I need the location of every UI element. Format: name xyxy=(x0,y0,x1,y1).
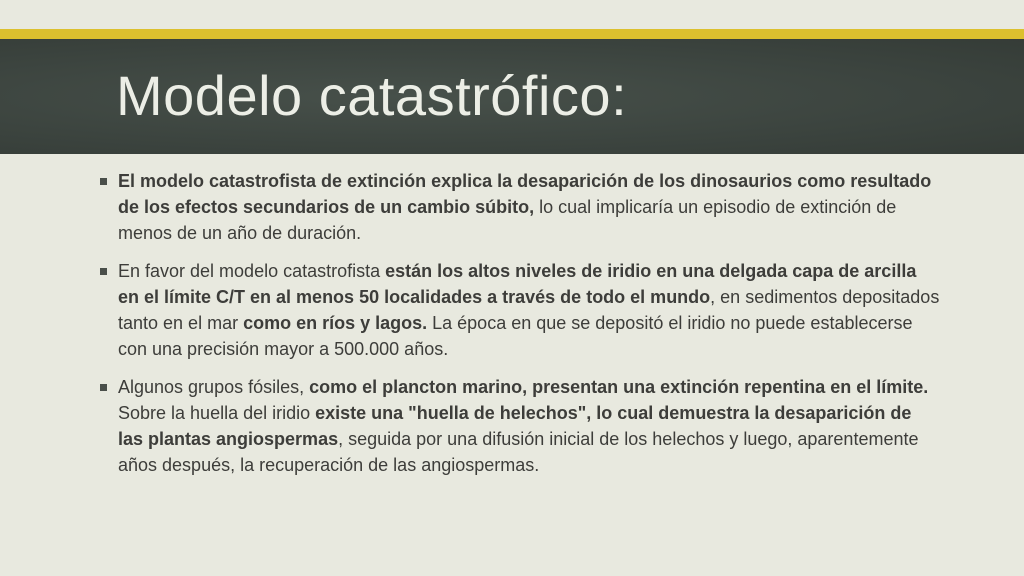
square-bullet-icon xyxy=(100,178,107,185)
bullet-segment: , seguida por una difusión inicial de los helechos y luego, aparentemente años después, la recuperación de las angiospermas. xyxy=(118,429,919,475)
bullet-segment: El modelo catastrofista de extinción explica la desaparición de los dinosaurios como resultado de los efectos secundarios de un cambio súbito, xyxy=(118,171,932,217)
bullet-segment: como el plancton marino, presentan una extinción repentina en el límite. xyxy=(309,377,929,397)
square-bullet-icon xyxy=(100,384,107,391)
bullet-segment: En favor del modelo catastrofista xyxy=(118,261,386,281)
bullet-item xyxy=(100,258,940,362)
slide-content xyxy=(100,168,940,490)
bullet-segment: Sobre la huella del iridio xyxy=(118,403,316,423)
bullet-segment: , en sedimentos depositados tanto en el mar xyxy=(118,287,940,333)
bullet-segment: como en ríos y lagos. xyxy=(243,313,428,333)
bullet-segment: lo cual implicaría un episodio de extinción de menos de un año de duración. xyxy=(118,197,897,243)
bullet-segment: La época en que se depositó el iridio no puede establecerse con una precisión mayor a 500.000 años. xyxy=(118,313,913,359)
accent-bar xyxy=(0,29,1024,39)
top-band xyxy=(0,0,1024,29)
square-bullet-icon xyxy=(100,268,107,275)
bullet-item xyxy=(100,168,940,246)
bullet-item xyxy=(100,374,940,478)
bullet-segment: están los altos niveles de iridio en una delgada capa de arcilla en el límite C/T en al menos 50 localidades a través de todo el mundo xyxy=(118,261,917,307)
bullet-text xyxy=(118,374,940,478)
bullet-text xyxy=(118,258,940,362)
bullet-segment: Algunos grupos fósiles, xyxy=(118,377,310,397)
bullet-segment: existe una "huella de helechos", lo cual demuestra la desaparición de las plantas angiospermas xyxy=(118,403,912,449)
bullet-text xyxy=(118,168,940,246)
slide-title: Modelo catastrófico: xyxy=(116,64,628,127)
